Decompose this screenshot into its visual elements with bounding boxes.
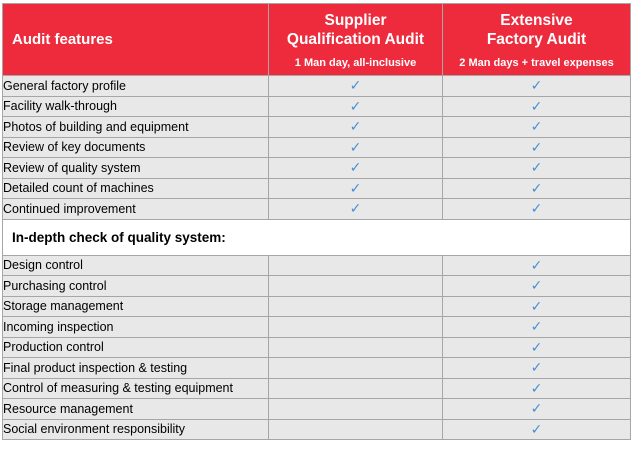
supplier-cell xyxy=(269,117,443,138)
check-icon: ✓ xyxy=(349,77,362,94)
extensive-cell xyxy=(443,178,631,199)
supplier-audit-title-line1: Supplier xyxy=(324,12,387,29)
extensive-cell xyxy=(443,96,631,117)
extensive-audit-title-line1: Extensive xyxy=(500,12,573,29)
extensive-cell xyxy=(443,158,631,179)
check-icon: ✓ xyxy=(530,297,543,314)
feature-label: Facility walk-through xyxy=(3,96,269,117)
feature-label: Design control xyxy=(3,255,269,276)
extensive-cell xyxy=(443,337,631,358)
feature-label: Incoming inspection xyxy=(3,317,269,338)
table-row xyxy=(3,317,631,338)
feature-label: Production control xyxy=(3,337,269,358)
feature-label: Detailed count of machines xyxy=(3,178,269,199)
table-row xyxy=(3,419,631,440)
supplier-cell xyxy=(269,96,443,117)
supplier-cell xyxy=(269,158,443,179)
table-row xyxy=(3,378,631,399)
table-row xyxy=(3,399,631,420)
audit-features-header: Audit features xyxy=(3,4,269,76)
check-icon: ✓ xyxy=(530,118,543,135)
quality-features-body xyxy=(3,255,631,440)
check-icon: ✓ xyxy=(530,420,543,437)
supplier-cell xyxy=(269,399,443,420)
table-row xyxy=(3,96,631,117)
table-row xyxy=(3,296,631,317)
supplier-cell xyxy=(269,76,443,97)
extensive-factory-audit-header xyxy=(443,4,631,76)
audit-comparison-table xyxy=(2,3,631,440)
table-row xyxy=(3,117,631,138)
feature-label: Resource management xyxy=(3,399,269,420)
supplier-cell xyxy=(269,358,443,379)
supplier-audit-title xyxy=(269,4,442,49)
check-icon: ✓ xyxy=(530,379,543,396)
extensive-cell xyxy=(443,378,631,399)
check-icon: ✓ xyxy=(349,200,362,217)
extensive-cell xyxy=(443,317,631,338)
section-title: In-depth check of quality system: xyxy=(3,219,631,255)
supplier-cell xyxy=(269,337,443,358)
table-row xyxy=(3,255,631,276)
check-icon: ✓ xyxy=(530,97,543,114)
extensive-cell xyxy=(443,76,631,97)
check-icon: ✓ xyxy=(349,118,362,135)
table-row xyxy=(3,76,631,97)
supplier-cell xyxy=(269,137,443,158)
extensive-cell xyxy=(443,199,631,220)
check-icon: ✓ xyxy=(530,138,543,155)
table-row xyxy=(3,158,631,179)
extensive-cell xyxy=(443,276,631,297)
supplier-cell xyxy=(269,378,443,399)
supplier-cell xyxy=(269,199,443,220)
extensive-audit-subtitle: 2 Man days + travel expenses xyxy=(459,57,614,69)
feature-label: Social environment responsibility xyxy=(3,419,269,440)
extensive-cell xyxy=(443,117,631,138)
table-row xyxy=(3,199,631,220)
feature-label: Final product inspection & testing xyxy=(3,358,269,379)
table-row xyxy=(3,137,631,158)
check-icon: ✓ xyxy=(530,77,543,94)
supplier-cell xyxy=(269,317,443,338)
feature-label: Photos of building and equipment xyxy=(3,117,269,138)
feature-label: General factory profile xyxy=(3,76,269,97)
extensive-cell xyxy=(443,255,631,276)
supplier-cell xyxy=(269,255,443,276)
extensive-audit-title xyxy=(443,4,630,49)
extensive-cell xyxy=(443,419,631,440)
feature-label: Review of quality system xyxy=(3,158,269,179)
basic-features-body xyxy=(3,76,631,220)
check-icon: ✓ xyxy=(530,277,543,294)
table-row xyxy=(3,337,631,358)
table-row xyxy=(3,276,631,297)
check-icon: ✓ xyxy=(530,359,543,376)
feature-label: Control of measuring & testing equipment xyxy=(3,378,269,399)
feature-label: Continued improvement xyxy=(3,199,269,220)
check-icon: ✓ xyxy=(349,179,362,196)
check-icon: ✓ xyxy=(349,159,362,176)
feature-label: Storage management xyxy=(3,296,269,317)
supplier-audit-subtitle: 1 Man day, all-inclusive xyxy=(294,57,417,69)
check-icon: ✓ xyxy=(530,200,543,217)
supplier-qualification-audit-header xyxy=(269,4,443,76)
check-icon: ✓ xyxy=(530,179,543,196)
check-icon: ✓ xyxy=(349,138,362,155)
extensive-cell xyxy=(443,358,631,379)
supplier-cell xyxy=(269,419,443,440)
check-icon: ✓ xyxy=(530,318,543,335)
supplier-cell xyxy=(269,276,443,297)
feature-label: Purchasing control xyxy=(3,276,269,297)
feature-label: Review of key documents xyxy=(3,137,269,158)
table-header-row xyxy=(3,4,631,76)
extensive-audit-title-line2: Factory Audit xyxy=(486,31,587,48)
extensive-cell xyxy=(443,399,631,420)
check-icon: ✓ xyxy=(530,338,543,355)
check-icon: ✓ xyxy=(530,159,543,176)
table-row xyxy=(3,178,631,199)
supplier-cell xyxy=(269,178,443,199)
supplier-audit-title-line2: Qualification Audit xyxy=(286,31,425,48)
section-row xyxy=(3,219,631,255)
check-icon: ✓ xyxy=(349,97,362,114)
supplier-cell xyxy=(269,296,443,317)
check-icon: ✓ xyxy=(530,400,543,417)
check-icon: ✓ xyxy=(530,256,543,273)
extensive-cell xyxy=(443,137,631,158)
table-row xyxy=(3,358,631,379)
extensive-cell xyxy=(443,296,631,317)
